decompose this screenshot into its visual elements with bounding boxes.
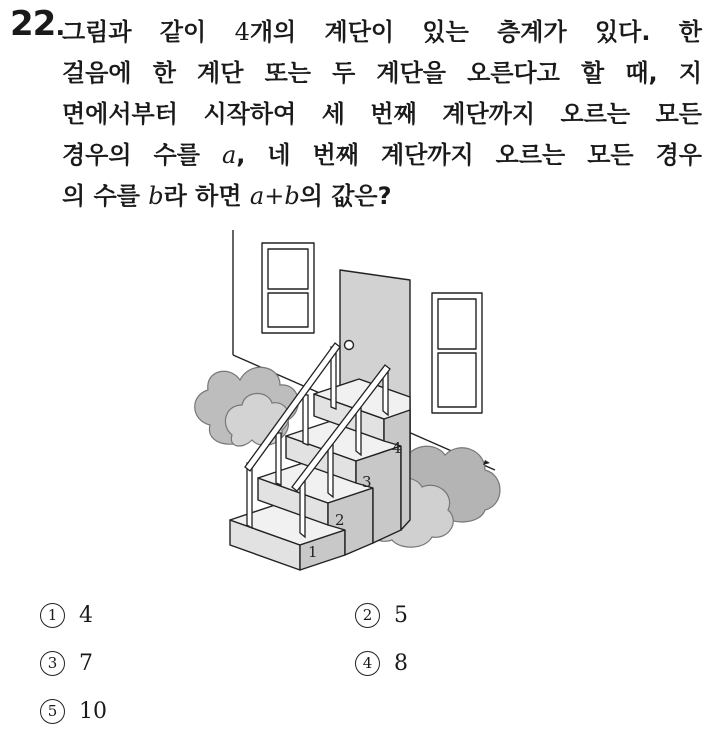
staircase-figure: [180, 225, 510, 580]
question-number: 22.: [10, 4, 65, 44]
choice-mark-2: 2: [355, 603, 380, 628]
question-text: [62, 12, 702, 217]
step-label-3: 3: [362, 473, 372, 491]
choice-2[interactable]: [355, 603, 408, 628]
step-label-4: 4: [392, 439, 402, 457]
choice-mark-5: 5: [40, 699, 65, 724]
choice-mark-3: 3: [40, 651, 65, 676]
choice-3[interactable]: [40, 651, 93, 676]
choice-1[interactable]: [40, 603, 93, 628]
choice-value-3: 7: [79, 651, 93, 676]
question-line-2: 걸음에 한 계단 또는 두 계단을 오른다고 할 때, 지: [62, 59, 702, 87]
question-line-5: 의 수를 b라 하면 a+b의 값은?: [62, 182, 392, 210]
choice-mark-1: 1: [40, 603, 65, 628]
left-bush: [195, 367, 299, 446]
choice-mark-4: 4: [355, 651, 380, 676]
question-line-3: 면에서부터 시작하여 세 번째 계단까지 오르는 모든: [62, 100, 702, 128]
choice-value-5: 10: [79, 699, 107, 724]
question-line-4: 경우의 수를 a, 네 번째 계단까지 오르는 모든 경우: [62, 141, 702, 169]
step-label-2: 2: [335, 511, 345, 529]
choice-5[interactable]: [40, 699, 107, 724]
question-line-1: 그림과 같이 4개의 계단이 있는 층계가 있다. 한: [62, 18, 702, 46]
choice-value-2: 5: [394, 603, 408, 628]
choice-4[interactable]: [355, 651, 408, 676]
choice-value-4: 8: [394, 651, 408, 676]
choice-value-1: 4: [79, 603, 93, 628]
step-label-1: 1: [308, 543, 318, 561]
